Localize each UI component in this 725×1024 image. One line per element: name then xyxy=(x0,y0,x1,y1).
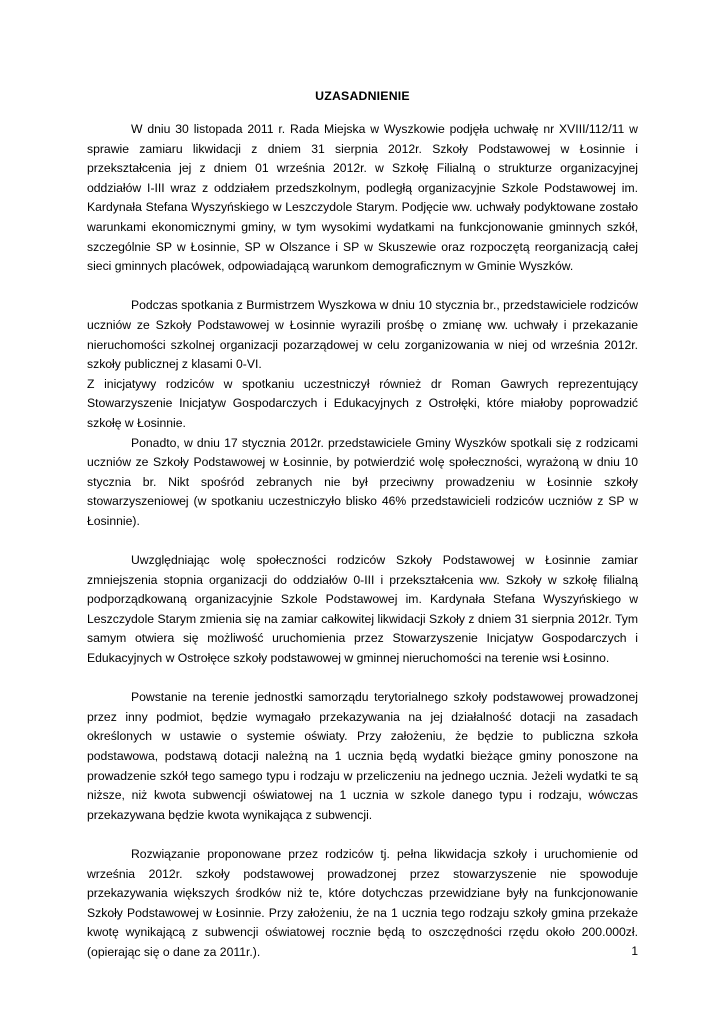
page-number: 1 xyxy=(631,944,638,958)
paragraph-savings: Rozwiązanie proponowane przez rodziców tj. pełna likwidacja szkoły i uruchomienie od września 2012r. szkoły podstawowej prowadzonej przez stowarzyszenie nie spowoduje przekazywania większych środków niż te, które dotychczas przewidziane były na funkcjonowanie Szkoły Podstawowej w Łosinnie. Przy założeniu, że na 1 ucznia tego rodzaju szkoły gmina przekaże kwotę wynikającą z subwencji oświatowej rocznie będą to oszczędności rzędu około 200.000zł. (opierając się o dane za 2011r.). xyxy=(87,846,638,959)
paragraph-initiative: Z inicjatywy rodziców w spotkaniu uczestniczył również dr Roman Gawrych reprezentujący Stowarzyszenie Inicjatyw Gospodarczych i Edukacyjnych z Ostrołęki, które miałoby poprowadzić szkołę w Łosinnie. xyxy=(87,376,638,430)
document-body xyxy=(87,120,638,963)
paragraph-second-meeting: Ponadto, w dniu 17 stycznia 2012r. przedstawiciele Gminy Wyszków spotkali się z rodzicami uczniów ze Szkoły Podstawowej w Łosinnie, by potwierdzić wolę społeczności, wyrażoną w dniu 10 stycznia br. Nikt spośród zebranych nie był przeciwny prowadzeniu w Łosinnie szkoły stowarzyszeniowej (w spotkaniu uczestniczyło blisko 46% przedstawicieli rodziców uczniów z SP w Łosinnie). xyxy=(87,435,638,528)
document-title: UZASADNIENIE xyxy=(315,89,410,103)
paragraph-community-will: Uwzględniając wolę społeczności rodziców Szkoły Podstawowej w Łosinnie zamiar zmniejszenia stopnia organizacji do oddziałów 0-III i przekształcenia ww. Szkoły w szkołę filialną podporządkowaną organizacyjnie Szkole Podstawowej im. Kardynała Stefana Wyszyńskiego w Leszczydole Starym zmienia się na zamiar całkowitej likwidacji Szkoły z dniem 31 sierpnia 2012r. Tym samym otwiera się możliwość uruchomienia przez Stowarzyszenie Inicjatyw Gospodarczych i Edukacyjnych w Ostrołęce szkoły podstawowej w gminnej nieruchomości na terenie wsi Łosinno. xyxy=(87,553,638,666)
paragraph-resolution: W dniu 30 listopada 2011 r. Rada Miejska w Wyszkowie podjęła uchwałę nr XVIII/112/11 w sprawie zamiaru likwidacji z dniem 31 sierpnia 2012r. Szkoły Podstawowej w Łosinnie i przekształcenia jej z dniem 01 września 2012r. w Szkołę Filialną o strukturze organizacyjnej oddziałów I-III wraz z oddziałem przedszkolnym, podległą organizacyjnie Szkole Podstawowej im. Kardynała Stefana Wyszyńskiego w Leszczydole Starym. Podjęcie ww. uchwały podyktowane zostało warunkami ekonomicznymi gminy, w tym wysokimi wydatkami na funkcjonowanie gminnych szkół, szczególnie SP w Łosinnie, SP w Olszance i SP w Skuszewie oraz rozpoczętą reorganizacją całej sieci gminnych placówek, odpowiadającą warunkom demograficznym w Gminie Wyszków. xyxy=(87,122,638,274)
paragraph-subsidy: Powstanie na terenie jednostki samorządu terytorialnego szkoły podstawowej prowadzonej przez inny podmiot, będzie wymagało przekazywania na jej działalność dotacji na zasadach określonych w ustawie o systemie oświaty. Przy założeniu, że będzie to publiczna szkoła podstawowa, podstawą dotacji należną na 1 ucznia będą wydatki bieżące gminy ponoszone na prowadzenie szkół tego samego typu i rodzaju w przeliczeniu na jednego ucznia. Jeżeli wydatki te są niższe, niż kwota subwencji oświatowej na 1 ucznia w szkole danego typu i rodzaju, wówczas przekazywana będzie kwota wynikająca z subwencji. xyxy=(87,690,638,822)
paragraph-meeting-parents: Podczas spotkania z Burmistrzem Wyszkowa w dniu 10 stycznia br., przedstawiciele rodziców uczniów ze Szkoły Podstawowej w Łosinnie wyrazili prośbę o zmianę ww. uchwały i przekazanie nieruchomości szkolnej organizacji pozarządowej w celu zorganizowania w niej od września 2012r. szkoły publicznej z klasami 0-VI. xyxy=(87,298,638,372)
document-page xyxy=(87,0,638,1024)
